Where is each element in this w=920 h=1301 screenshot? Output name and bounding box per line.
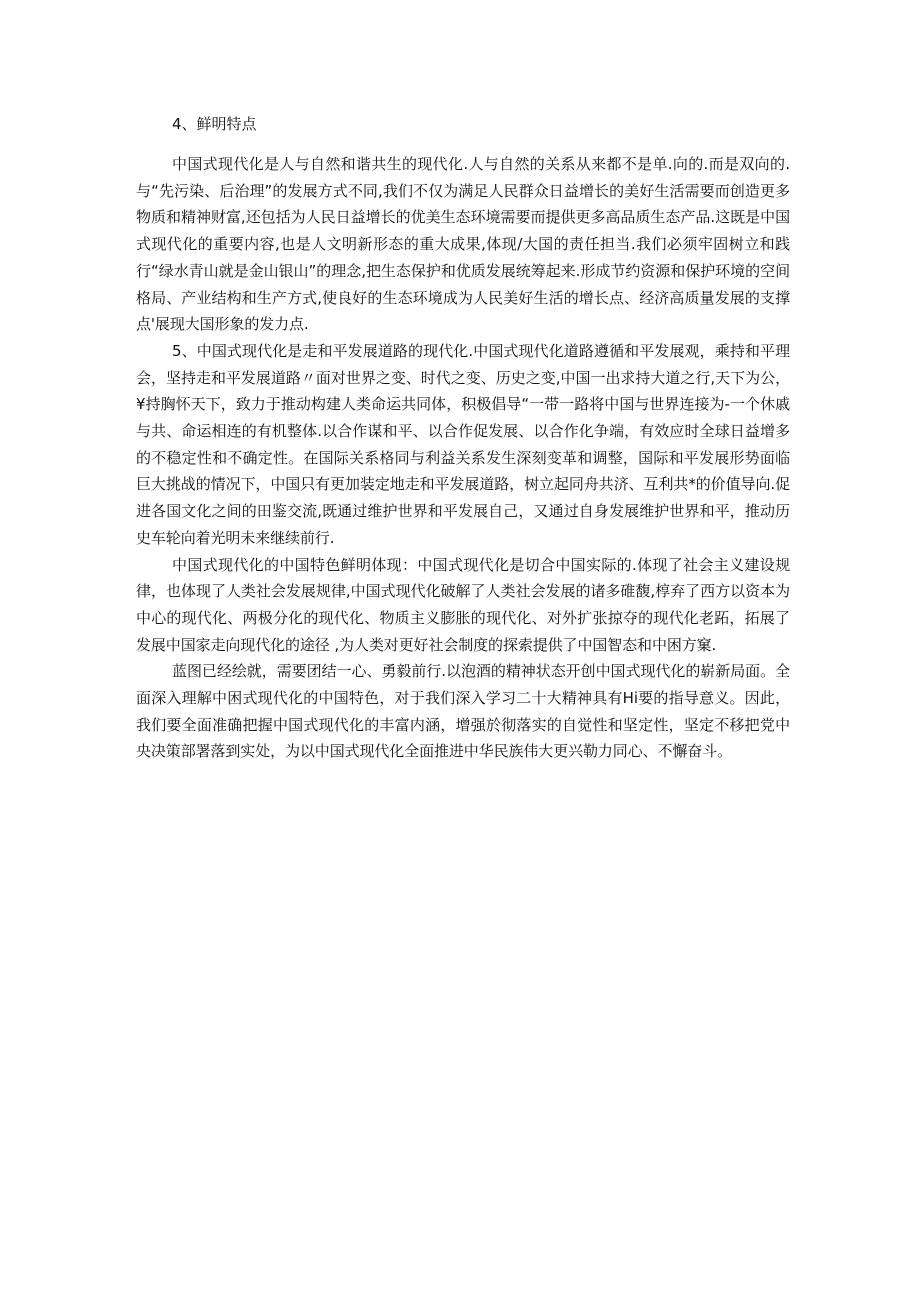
section-heading: 4、鲜明特点 xyxy=(172,115,257,133)
paragraph-harmony-with-nature: 中国式现代化是人与自然和谐共生的现代化.人与自然的关系从来都不是单.向的.而是双向的.与“先污染、后治理”的发展方式不同,我们不仅为满足人民群众日益增长的美好生活需要而创造更多物质和精神财富,还包括为人民日益增长的优美生态环境需要而提供更多高品质生态产品.这既是中国式现代化的重要内容,也是人文明新形态的重大成果,体现/大国的责任担当.我们必须牢固树立和践行“绿水青山就是金山银山”的理念,把生态保护和优质发展统筹起来.形成节约资源和保护环境的空间格局、产业结构和生产方式,使良好的生态环境成为人民美好生活的增长点、经济高质量发展的支撑点'展现大国形象的发力点. xyxy=(136,155,790,334)
document-body xyxy=(136,110,790,765)
paragraph-peaceful-development: 5、中国式现代化是走和平发展道路的现代化.中国式现代化道路遵循和平发展观，乘持和平理会，坚持走和平发展道路〃面对世界之变、时代之变、历史之变,中国一出求持大道之行,天下为公，¥持胸怀天下，致力于推动构建人类命运共同体，积极倡导“一带一路将中国与世界连接为-一个休戚与共、命运相连的有机整体.以合作谋和平、以合作促发展、以合作化争端，有效应时全球日益增多的不稳定性和不确定性。在国际关系格同与利益关系发生深刻变革和调整，国际和平发展形势面临巨大挑战的情况下，中国只有更加装定地走和平发展道路，树立起同舟共济、互利共*的价值导向.促进各国文化之间的田鉴交流,既通过维护世界和平发展自己，又通过自身发展维护世界和平，推动历史车轮向着光明未来继续前行. xyxy=(136,341,790,547)
paragraph-chinese-characteristics: 中国式现代化的中国特色鲜明体现：中国式现代化是切合中国实际的.体现了社会主义建设规律，也体现了人类社会发展规律,中国式现代化破解了人类社会发展的诸多碓馥,椁弃了西方以资本为中心的现代化、两极分化的现代化、物质主义膨胀的现代化、对外扩张掠夺的现代化老跖，拓展了发展中国家走向现代化的途径 ,为人类对更好社会制度的探索提供了中国智态和中困方窠. xyxy=(136,555,790,654)
paragraph-conclusion: 蓝图已经绘就，需要团结一心、勇毅前行.以泡酒的精神状态开创中国式现代化的崭新局面。全面深入理解中困式现代化的中国特色，对于我们深入学习二十大精神具有Hi要的指导意义。因此，我们要全面准确把握中国式现代化的丰富内涵，增强於彻落实的自觉性和坚定性，坚定不移把党中央决策部署落到实处，为以中国式现代化全面推进中华民族伟大更兴勒力同心、不懈奋斗。 xyxy=(136,662,790,761)
